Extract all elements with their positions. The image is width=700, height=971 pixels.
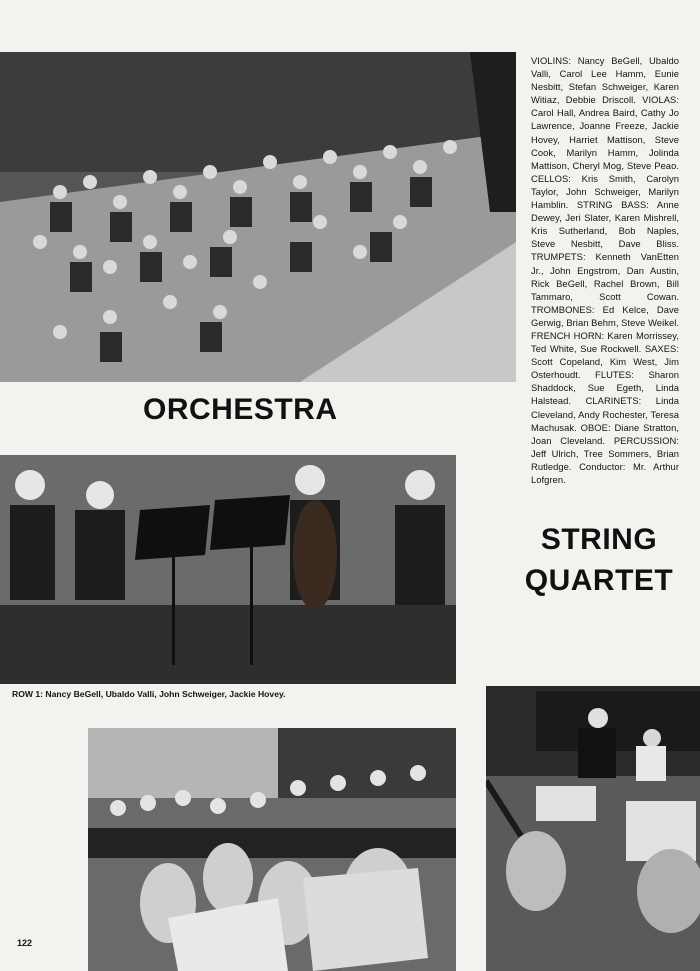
string-quartet-heading-line2: QUARTET xyxy=(524,564,674,597)
page-number: 122 xyxy=(17,938,33,948)
string-quartet-heading xyxy=(521,519,677,601)
orchestra-roster: VIOLINS: Nancy BeGell, Ubaldo Valli, Carol Lee Hamm, Eunie Nesbitt, Stefan Schweiger, Karen Witiaz, Debbie Driscoll. VIOLAS: Carol Hall, Andrea Baird, Cathy Jo Lawrence, Joanne Freeze, Jackie Hovey, Harriet Mattison, Steve Cook, Marilyn Hamm, Jolinda Mattison, Cheryl Mog, Steve Peao. CELLOS: Kris Smith, Carolyn Taylor, John Schweiger, Marilyn Hamblin. STRING BASS: Anne Dewey, Jeri Slater, Karen Mishrell, Kris Sutherland, Bob Naples, Steve Nesbitt, Dave Bliss. TRUMPETS: Kenneth VanEtten Jr., John Engstrom, Dan Austin, Rick BeGell, Rachel Brown, Bill Tammaro, Scott Cowan. TROMBONES: Ed Kelce, Dave Gerwig, Brian Behm, Steve Weikel. FRENCH HORN: Karen Morrissey, Ted White, Sue Rockwell. SAXES: Scott Copeland, Kim West, Jim Osterhoudt. FLUTES: Sharon Shaddock, Sue Egeth, Linda Halstead. CLARINETS: Linda Cleveland, Andy Rochester, Teresa Machusak. OBOE: Diane Stratton, Joan Cleveland. PERCUSSION: Jeff Ulrich, Tree Sommers, Brian Rutledge. Conductor: Mr. Arthur Lofgren. xyxy=(531,55,679,485)
conductor-photo xyxy=(486,686,700,971)
string-quartet-photo xyxy=(0,455,456,684)
orchestra-heading: ORCHESTRA xyxy=(143,393,338,426)
rehearsal-photo xyxy=(88,728,456,971)
orchestra-photo xyxy=(0,52,516,382)
string-quartet-caption: ROW 1: Nancy BeGell, Ubaldo Valli, John Schweiger, Jackie Hovey. xyxy=(12,689,286,699)
string-quartet-heading-line1: STRING xyxy=(540,523,658,556)
